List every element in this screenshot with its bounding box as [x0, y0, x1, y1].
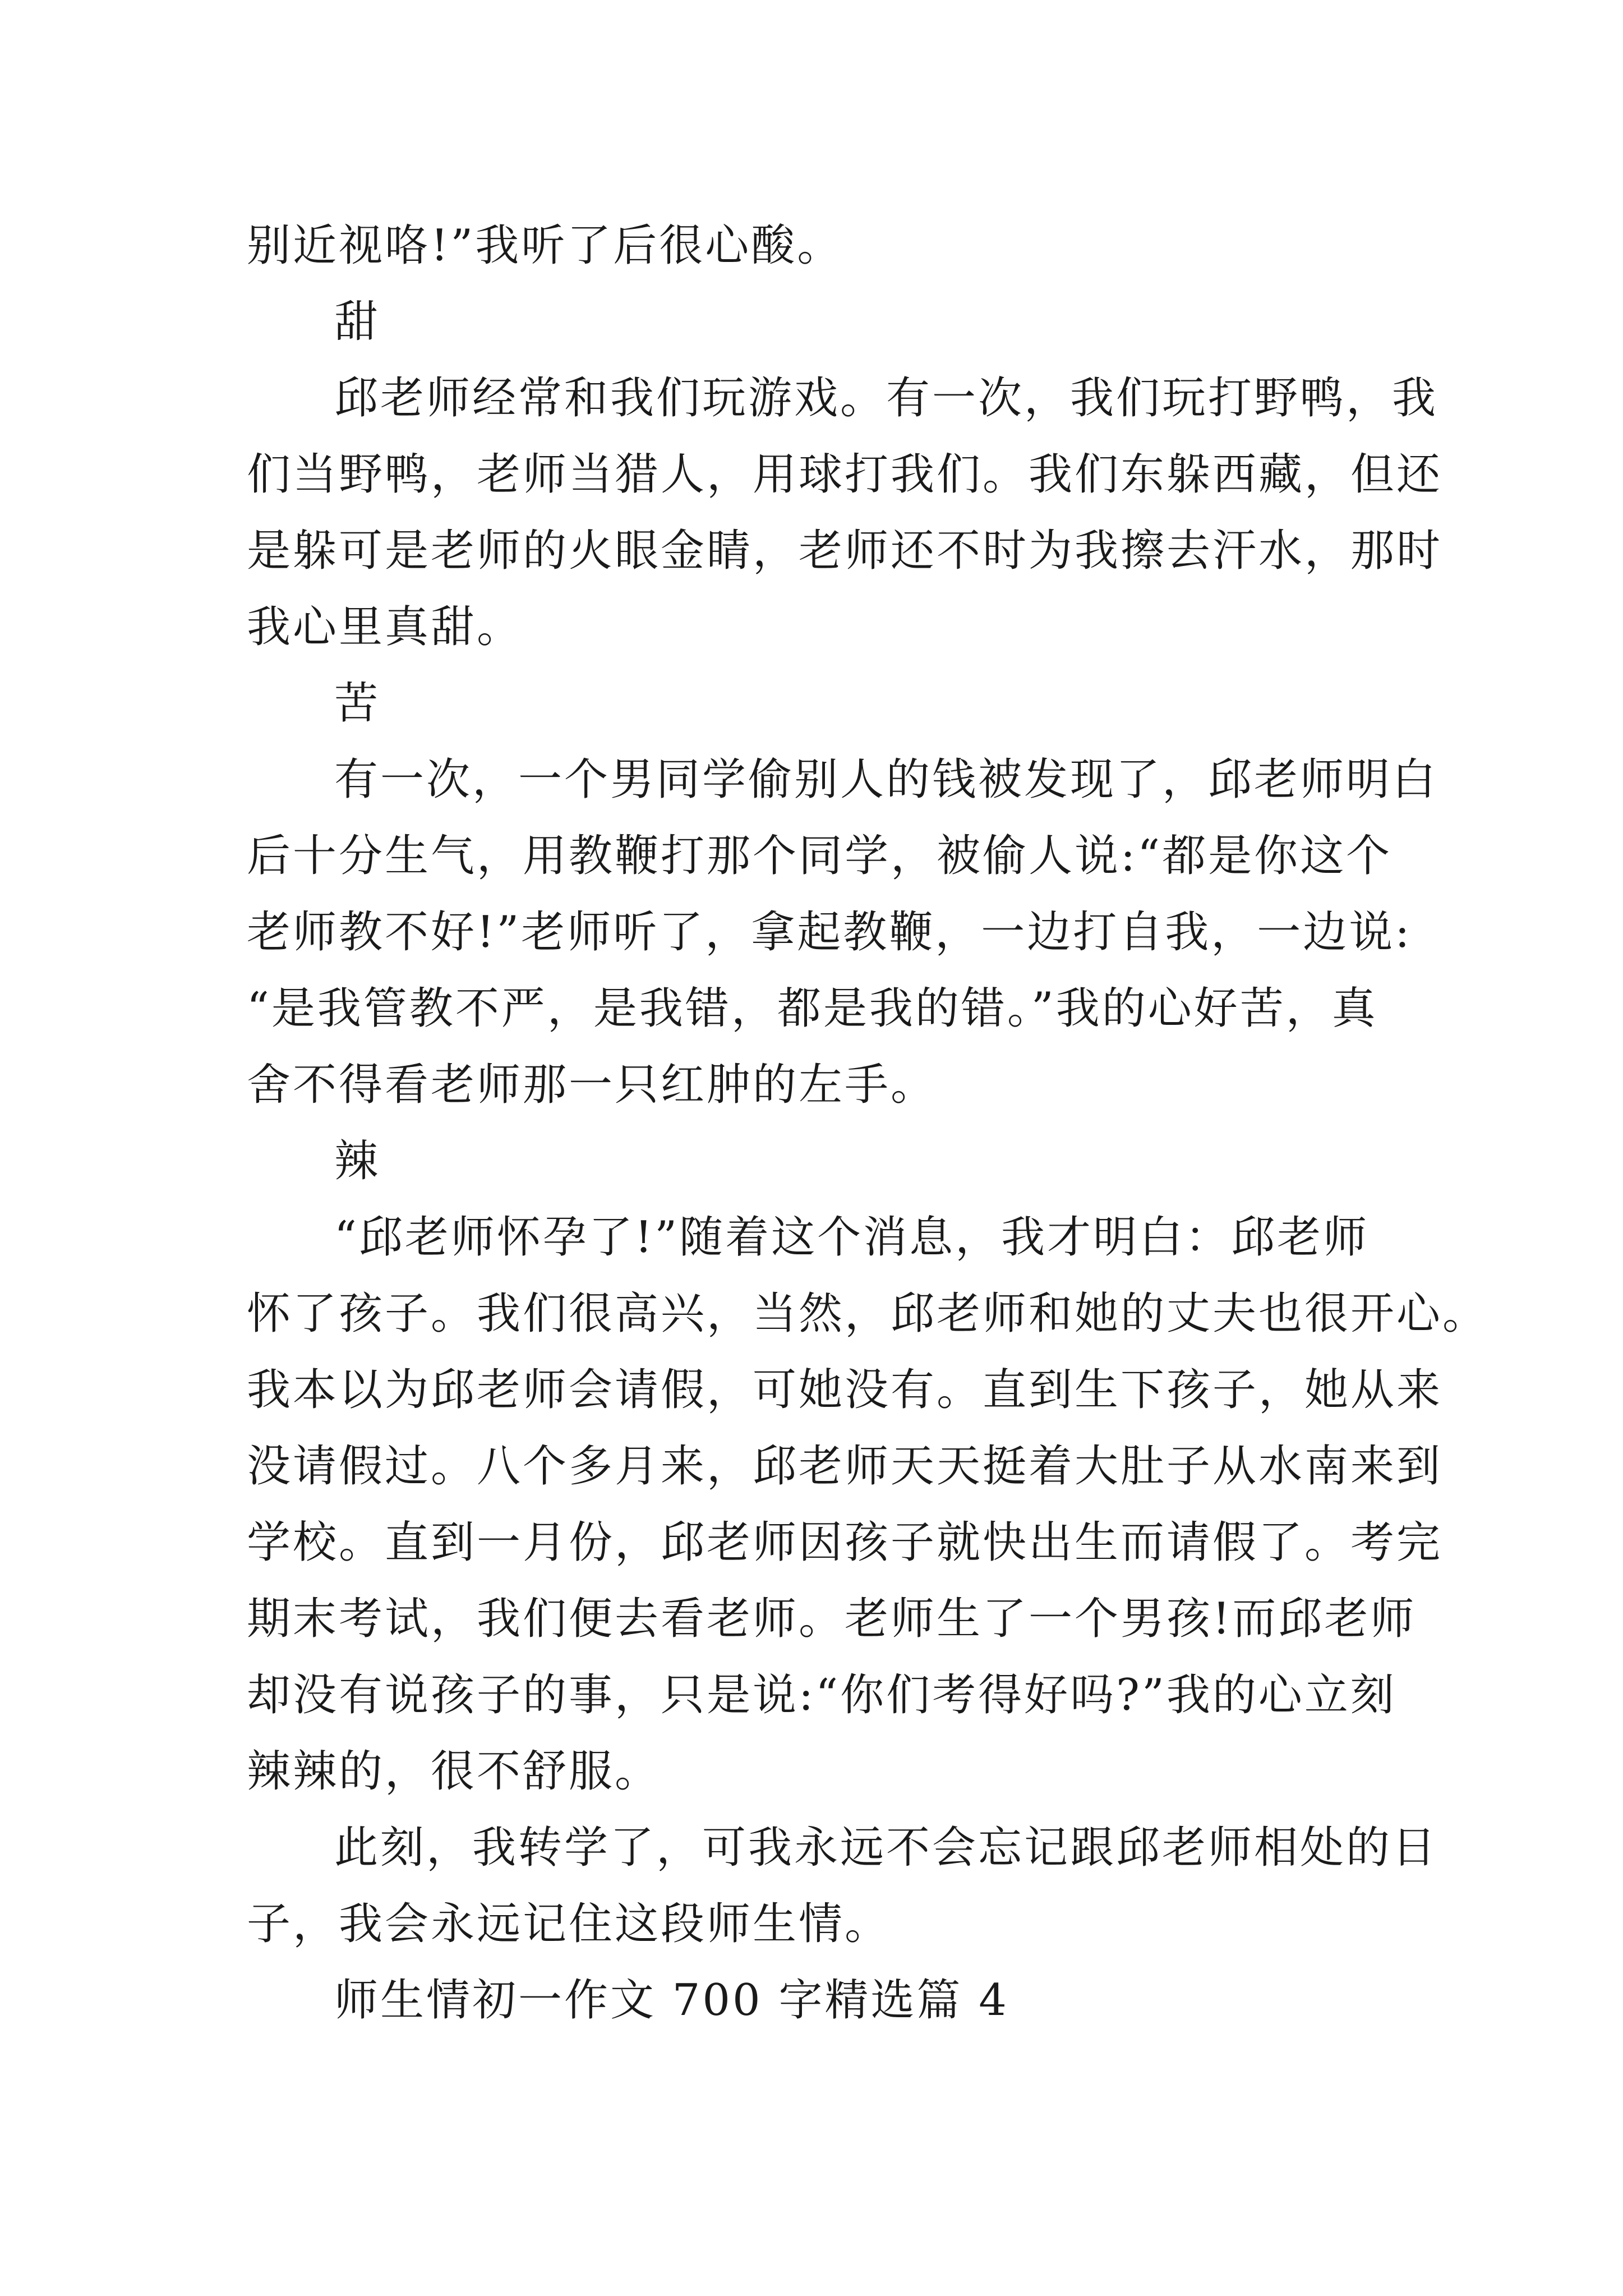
text-line: 期末考试，我们便去看老师。老师生了一个男孩!而邱老师 — [247, 1594, 1417, 1644]
text-line: 辣辣的，很不舒服。 — [247, 1746, 661, 1797]
section-heading-sweet: 甜 — [334, 297, 381, 347]
text-line: 没请假过。八个多月来，邱老师天天挺着大肚子从水南来到 — [247, 1441, 1443, 1492]
section-heading-bitter: 苦 — [334, 678, 381, 729]
text-line: 舍不得看老师那一只红肿的左手。 — [247, 1060, 937, 1110]
text-line: “是我管教不严，是我错，都是我的错。”我的心好苦，真 — [247, 983, 1378, 1034]
article-title: 师生情初一作文 700 字精选篇 4 — [334, 1975, 1009, 2026]
text-line: 们当野鸭，老师当猎人，用球打我们。我们东躲西藏，但还 — [247, 449, 1443, 500]
document-body — [247, 208, 1489, 2039]
text-line: 我本以为邱老师会请假，可她没有。直到生下孩子，她从来 — [247, 1365, 1443, 1415]
text-line: 我心里真甜。 — [247, 602, 523, 652]
text-line: “邱老师怀孕了!”随着这个消息，我才明白：邱老师 — [334, 1212, 1370, 1263]
text-line: 邱老师经常和我们玩游戏。有一次，我们玩打野鸭，我 — [334, 373, 1438, 424]
text-line: 是躲可是老师的火眼金睛，老师还不时为我擦去汗水，那时 — [247, 526, 1443, 576]
text-line: 别近视咯!”我听了后很心酸。 — [247, 220, 843, 271]
text-line: 老师教不好!”老师听了，拿起教鞭，一边打自我，一边说: — [247, 907, 1412, 958]
text-line: 此刻，我转学了，可我永远不会忘记跟邱老师相处的日 — [334, 1823, 1438, 1873]
text-line: 却没有说孩子的事，只是说:“你们考得好吗?”我的心立刻 — [247, 1670, 1396, 1720]
text-line: 怀了孩子。我们很高兴，当然，邱老师和她的丈夫也很开心。 — [247, 1289, 1489, 1339]
section-heading-spicy: 辣 — [334, 1136, 381, 1186]
text-line: 子，我会永远记住这段师生情。 — [247, 1899, 891, 1949]
text-line: 后十分生气，用教鞭打那个同学，被偷人说:“都是你这个 — [247, 831, 1393, 881]
text-line: 有一次，一个男同学偷别人的钱被发现了，邱老师明白 — [334, 754, 1438, 805]
text-line: 学校。直到一月份，邱老师因孩子就快出生而请假了。考完 — [247, 1517, 1443, 1568]
